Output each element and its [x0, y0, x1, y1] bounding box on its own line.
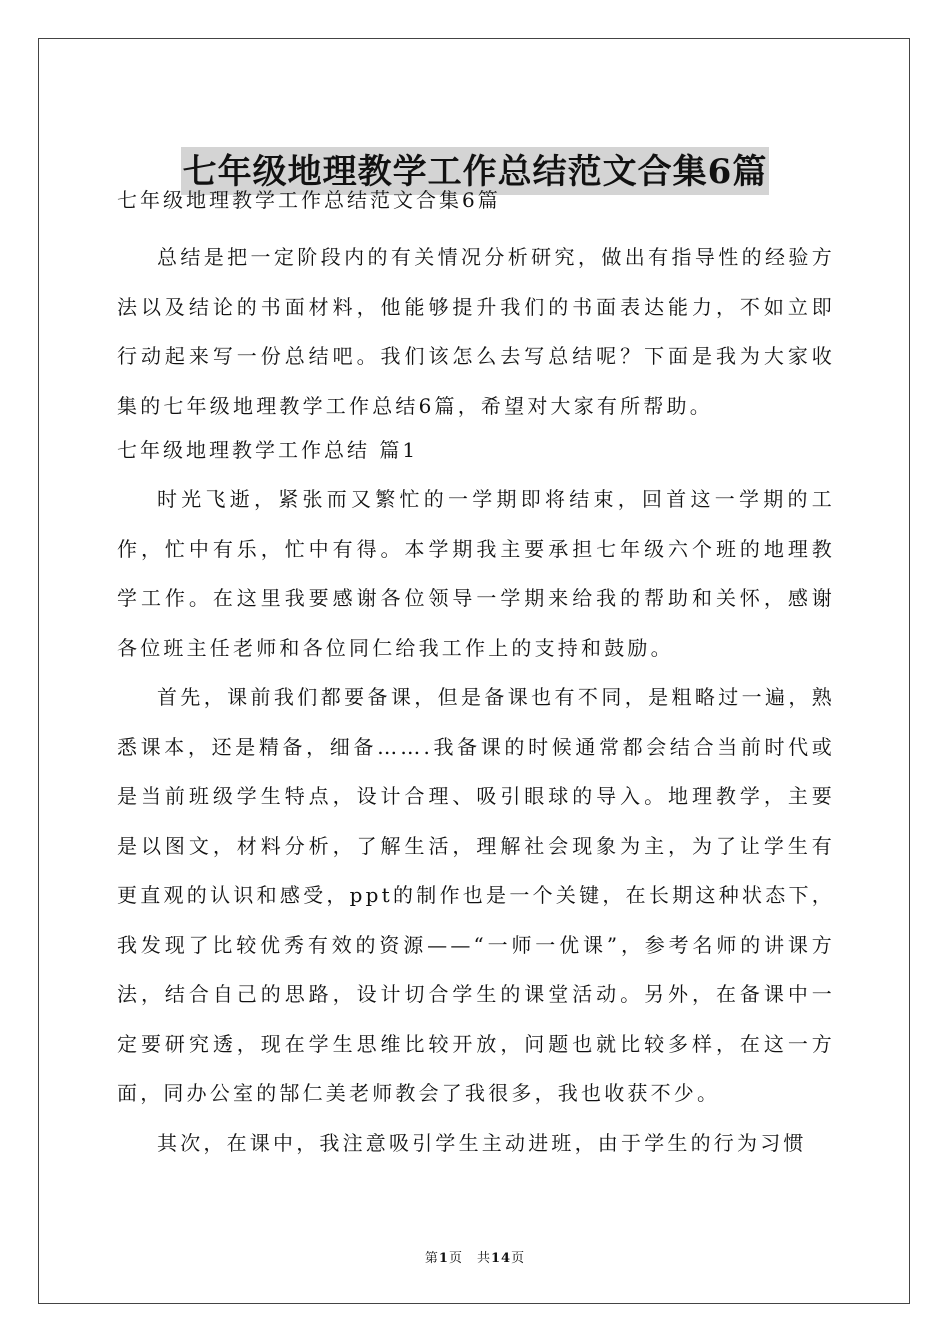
- page-footer: [0, 1247, 950, 1266]
- footer-page-suffix: 页: [448, 1251, 463, 1266]
- footer-page-current: 1: [438, 1251, 449, 1266]
- document-body: [117, 183, 835, 1168]
- footer-page-total: 14: [490, 1251, 512, 1266]
- body-paragraph-2: 首先，课前我们都要备课，但是备课也有不同，是粗略过一遍，熟悉课本，还是精备，细备…….我备课的时候通常都会结合当前时代或是当前班级学生特点，设计合理、吸引眼球的导入。地理教学，主要是以图文，材料分析，了解生活，理解社会现象为主，为了让学生有更直观的认识和感受，ppt的制作也是一个关键，在长期这种状态下，我发现了比较优秀有效的资源——“一师一优课”，参考名师的讲课方法，结合自己的思路，设计切合学生的课堂活动。另外，在备课中一定要研究透，现在学生思维比较开放，问题也就比较多样，在这一方面，同办公室的郜仁美老师教会了我很多，我也收获不少。: [117, 685, 835, 1105]
- document-title: 七年级地理教学工作总结范文合集6篇: [181, 147, 770, 195]
- body-paragraph-1: 时光飞逝，紧张而又繁忙的一学期即将结束，回首这一学期的工作，忙中有乐，忙中有得。本学期我主要承担七年级六个班的地理教学工作。在这里我要感谢各位领导一学期来给我的帮助和关怀，感谢各位班主任老师和各位同仁给我工作上的支持和鼓励。: [117, 487, 835, 660]
- body-paragraph-3: 其次，在课中，我注意吸引学生主动进班，由于学生的行为习惯: [157, 1130, 807, 1155]
- intro-paragraph: 总结是把一定阶段内的有关情况分析研究，做出有指导性的经验方法以及结论的书面材料，他能够提升我们的书面表达能力，不如立即行动起来写一份总结吧。我们该怎么去写总结呢？下面是我为大家收集的七年级地理教学工作总结6篇，希望对大家有所帮助。: [117, 245, 835, 418]
- document-subtitle: 七年级地理教学工作总结范文合集6篇: [117, 188, 501, 212]
- footer-total-prefix: 共: [476, 1251, 491, 1266]
- footer-page-prefix: 第: [424, 1251, 439, 1266]
- footer-total-suffix: 页: [511, 1251, 526, 1266]
- section-heading: 七年级地理教学工作总结 篇1: [117, 438, 419, 462]
